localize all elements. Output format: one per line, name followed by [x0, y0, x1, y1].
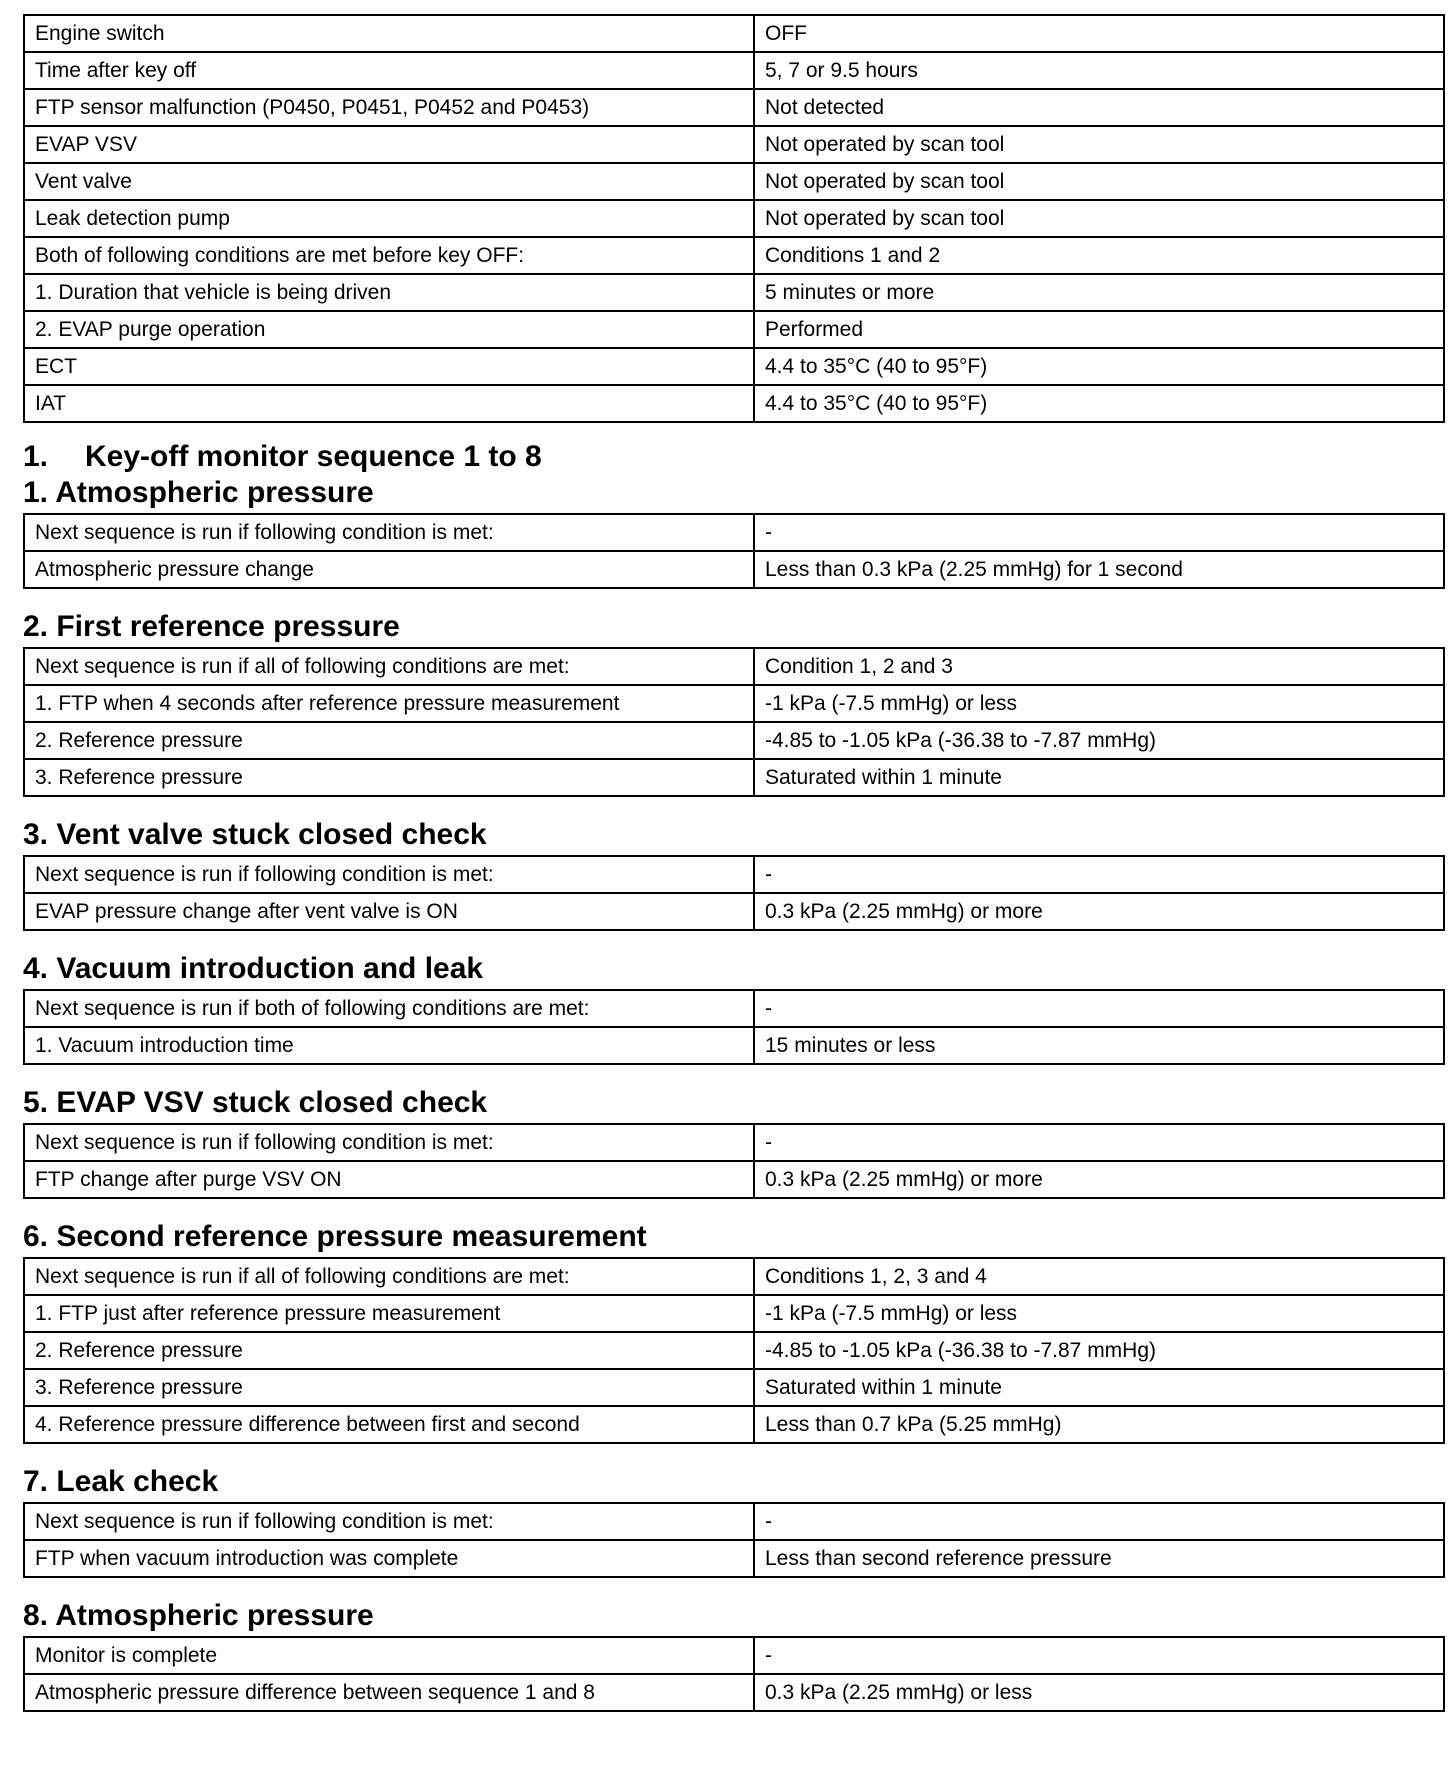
table-row [24, 1161, 1444, 1198]
table-row [24, 893, 1444, 930]
table-row [24, 126, 1444, 163]
table-row [24, 685, 1444, 722]
condition-item: 1. Vacuum introduction time [24, 1027, 754, 1064]
main-heading [23, 439, 1445, 475]
table-row [24, 1258, 1444, 1295]
condition-item: 1. Duration that vehicle is being driven [24, 274, 754, 311]
sequence-section [23, 1219, 1445, 1444]
table-row [24, 551, 1444, 588]
condition-value: -1 kPa (-7.5 mmHg) or less [754, 685, 1444, 722]
condition-value: Performed [754, 311, 1444, 348]
sequence-table [23, 855, 1445, 931]
section-title: 3. Vent valve stuck closed check [23, 818, 487, 851]
condition-value: Not operated by scan tool [754, 126, 1444, 163]
table-row [24, 1540, 1444, 1577]
condition-item: Leak detection pump [24, 200, 754, 237]
condition-item: Next sequence is run if following condition is met: [24, 514, 754, 551]
table-row [24, 52, 1444, 89]
sequence-table [23, 1123, 1445, 1199]
condition-value: - [754, 856, 1444, 893]
sequence-section [23, 475, 1445, 589]
condition-value: - [754, 1124, 1444, 1161]
condition-item: Next sequence is run if all of following conditions are met: [24, 1258, 754, 1295]
condition-item: Next sequence is run if following condition is met: [24, 1503, 754, 1540]
condition-item: Both of following conditions are met before key OFF: [24, 237, 754, 274]
section-title: 2. First reference pressure [23, 610, 400, 643]
table-row [24, 237, 1444, 274]
condition-item: 3. Reference pressure [24, 1369, 754, 1406]
condition-item: 1. FTP when 4 seconds after reference pressure measurement [24, 685, 754, 722]
table-row [24, 200, 1444, 237]
condition-item: Atmospheric pressure difference between sequence 1 and 8 [24, 1674, 754, 1711]
section-title: 5. EVAP VSV stuck closed check [23, 1086, 488, 1119]
sequence-sections [23, 475, 1445, 1712]
condition-item: Engine switch [24, 15, 754, 52]
condition-value: Less than second reference pressure [754, 1540, 1444, 1577]
condition-value: - [754, 514, 1444, 551]
table-row [24, 1406, 1444, 1443]
condition-item: FTP change after purge VSV ON [24, 1161, 754, 1198]
condition-item: Vent valve [24, 163, 754, 200]
table-row [24, 163, 1444, 200]
condition-value: 15 minutes or less [754, 1027, 1444, 1064]
table-row [24, 1637, 1444, 1674]
condition-item: 3. Reference pressure [24, 759, 754, 796]
condition-value: 4.4 to 35°C (40 to 95°F) [754, 385, 1444, 422]
condition-item: 1. FTP just after reference pressure measurement [24, 1295, 754, 1332]
condition-item: EVAP VSV [24, 126, 754, 163]
section-title: 6. Second reference pressure measurement [23, 1220, 647, 1253]
table-row [24, 990, 1444, 1027]
condition-item: Next sequence is run if following condition is met: [24, 1124, 754, 1161]
conditions-table [23, 14, 1445, 423]
condition-value: -1 kPa (-7.5 mmHg) or less [754, 1295, 1444, 1332]
table-row [24, 1369, 1444, 1406]
condition-value: - [754, 1503, 1444, 1540]
table-row [24, 311, 1444, 348]
condition-value: - [754, 1637, 1444, 1674]
table-row [24, 274, 1444, 311]
table-row [24, 385, 1444, 422]
table-row [24, 856, 1444, 893]
sequence-table [23, 1502, 1445, 1578]
condition-value: Saturated within 1 minute [754, 759, 1444, 796]
condition-item: Atmospheric pressure change [24, 551, 754, 588]
condition-value: Not operated by scan tool [754, 200, 1444, 237]
sequence-section [23, 1085, 1445, 1199]
condition-item: EVAP pressure change after vent valve is ON [24, 893, 754, 930]
section-title: 8. Atmospheric pressure [23, 1599, 374, 1632]
condition-item: FTP sensor malfunction (P0450, P0451, P0452 and P0453) [24, 89, 754, 126]
condition-item: Next sequence is run if all of following conditions are met: [24, 648, 754, 685]
condition-value: Less than 0.7 kPa (5.25 mmHg) [754, 1406, 1444, 1443]
sequence-section [23, 609, 1445, 797]
condition-item: 4. Reference pressure difference between first and second [24, 1406, 754, 1443]
sequence-table [23, 1636, 1445, 1712]
condition-item: Next sequence is run if both of following conditions are met: [24, 990, 754, 1027]
sequence-section [23, 817, 1445, 931]
condition-value: Conditions 1, 2, 3 and 4 [754, 1258, 1444, 1295]
table-row [24, 514, 1444, 551]
condition-item: ECT [24, 348, 754, 385]
sequence-section [23, 1598, 1445, 1712]
table-row [24, 648, 1444, 685]
condition-value: 5 minutes or more [754, 274, 1444, 311]
sequence-section [23, 951, 1445, 1065]
condition-value: 5, 7 or 9.5 hours [754, 52, 1444, 89]
sequence-table [23, 647, 1445, 797]
table-row [24, 1295, 1444, 1332]
condition-value: 4.4 to 35°C (40 to 95°F) [754, 348, 1444, 385]
condition-item: IAT [24, 385, 754, 422]
condition-item: Time after key off [24, 52, 754, 89]
condition-value: Less than 0.3 kPa (2.25 mmHg) for 1 second [754, 551, 1444, 588]
table-row [24, 1124, 1444, 1161]
section-title: 1. Atmospheric pressure [23, 476, 374, 509]
sequence-section [23, 1464, 1445, 1578]
condition-value: - [754, 990, 1444, 1027]
table-row [24, 1332, 1444, 1369]
sequence-table [23, 1257, 1445, 1444]
table-row [24, 1674, 1444, 1711]
table-row [24, 15, 1444, 52]
condition-value: 0.3 kPa (2.25 mmHg) or less [754, 1674, 1444, 1711]
condition-value: 0.3 kPa (2.25 mmHg) or more [754, 893, 1444, 930]
condition-item: FTP when vacuum introduction was complete [24, 1540, 754, 1577]
sequence-table [23, 513, 1445, 589]
condition-value: Conditions 1 and 2 [754, 237, 1444, 274]
condition-item: Monitor is complete [24, 1637, 754, 1674]
condition-value: Condition 1, 2 and 3 [754, 648, 1444, 685]
table-row [24, 89, 1444, 126]
table-row [24, 759, 1444, 796]
condition-value: Saturated within 1 minute [754, 1369, 1444, 1406]
condition-value: 0.3 kPa (2.25 mmHg) or more [754, 1161, 1444, 1198]
sequence-table [23, 989, 1445, 1065]
table-row [24, 722, 1444, 759]
condition-item: Next sequence is run if following condition is met: [24, 856, 754, 893]
condition-value: -4.85 to -1.05 kPa (-36.38 to -7.87 mmHg) [754, 1332, 1444, 1369]
condition-value: Not detected [754, 89, 1444, 126]
section-title: 7. Leak check [23, 1465, 219, 1498]
condition-item: 2. Reference pressure [24, 1332, 754, 1369]
main-heading-number: 1. [23, 440, 49, 473]
condition-value: Not operated by scan tool [754, 163, 1444, 200]
document [23, 14, 1445, 1712]
condition-value: OFF [754, 15, 1444, 52]
table-row [24, 1027, 1444, 1064]
condition-item: 2. EVAP purge operation [24, 311, 754, 348]
section-title: 4. Vacuum introduction and leak [23, 952, 484, 985]
condition-item: 2. Reference pressure [24, 722, 754, 759]
table-row [24, 1503, 1444, 1540]
table-row [24, 348, 1444, 385]
condition-value: -4.85 to -1.05 kPa (-36.38 to -7.87 mmHg) [754, 722, 1444, 759]
main-heading-title: Key-off monitor sequence 1 to 8 [85, 440, 542, 473]
